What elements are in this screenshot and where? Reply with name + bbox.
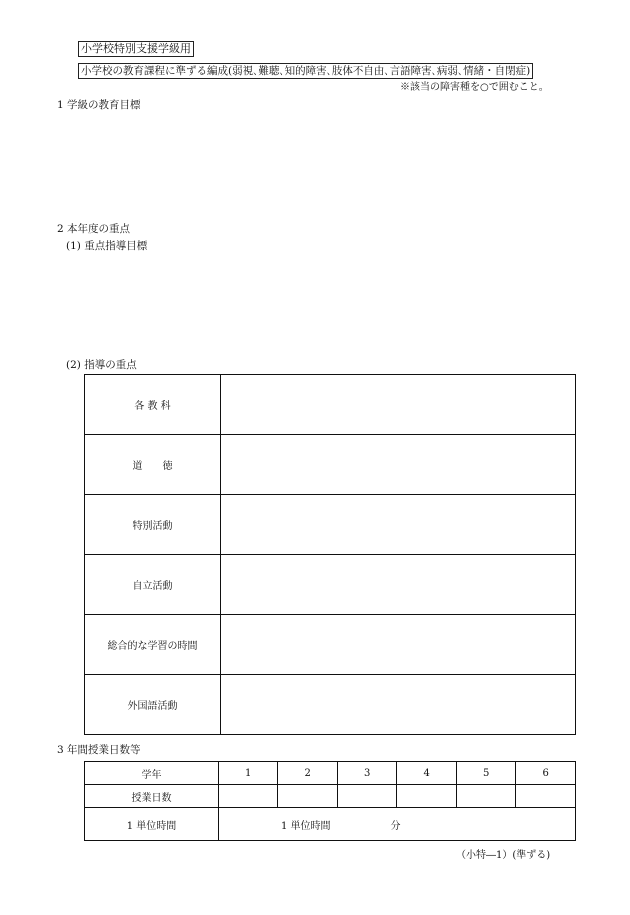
section1-heading: 1 学級の教育目標 <box>57 99 141 111</box>
table-row <box>85 615 576 675</box>
days-input-cell[interactable] <box>456 785 515 808</box>
days-input-cell[interactable] <box>278 785 337 808</box>
form-code: （小特―1）(準ずる) <box>456 850 551 861</box>
table-row <box>85 375 576 435</box>
row-label: 自立活動 <box>85 555 221 615</box>
table-row <box>85 808 576 841</box>
row-content-cell[interactable] <box>221 435 576 495</box>
grade-cell: 2 <box>278 762 337 785</box>
row-label: 外国語活動 <box>85 675 221 735</box>
table-row <box>85 762 576 785</box>
table-row <box>85 785 576 808</box>
curriculum-box: 小学校の教育課程に準ずる編成(弱視､難聴､知的障害､肢体不自由､言語障害､病弱､情緒・自閉症) <box>78 63 533 79</box>
school-days-table <box>84 761 576 841</box>
table-row <box>85 675 576 735</box>
row-content-cell[interactable] <box>221 555 576 615</box>
grade-header: 学年 <box>85 762 219 785</box>
section2-sub1-heading: (1) 重点指導目標 <box>66 240 148 252</box>
unit-time-prefix: 1 単位時間 <box>281 820 331 832</box>
unit-time-header: 1 単位時間 <box>85 808 219 841</box>
grade-cell: 3 <box>337 762 396 785</box>
unit-time-suffix: 分 <box>390 820 401 832</box>
days-input-cell[interactable] <box>516 785 576 808</box>
row-content-cell[interactable] <box>221 375 576 435</box>
table-row <box>85 495 576 555</box>
row-label: 道 徳 <box>85 435 221 495</box>
row-label: 総合的な学習の時間 <box>85 615 221 675</box>
grade-cell: 5 <box>456 762 515 785</box>
grade-cell: 6 <box>516 762 576 785</box>
row-content-cell[interactable] <box>221 675 576 735</box>
days-input-cell[interactable] <box>337 785 396 808</box>
section2-sub2-heading: (2) 指導の重点 <box>66 359 137 371</box>
row-label: 各 教 科 <box>85 375 221 435</box>
days-header: 授業日数 <box>85 785 219 808</box>
days-input-cell[interactable] <box>219 785 278 808</box>
grade-cell: 4 <box>397 762 456 785</box>
table-row <box>85 555 576 615</box>
unit-time-cell[interactable] <box>219 808 576 841</box>
grade-cell: 1 <box>219 762 278 785</box>
guidance-focus-table <box>84 374 576 735</box>
table-row <box>85 435 576 495</box>
note-text: ※該当の障害種を○で囲むこと。 <box>400 82 549 93</box>
days-input-cell[interactable] <box>397 785 456 808</box>
row-label: 特別活動 <box>85 495 221 555</box>
row-content-cell[interactable] <box>221 615 576 675</box>
section2-heading: 2 本年度の重点 <box>57 223 131 235</box>
form-type-box: 小学校特別支援学級用 <box>78 41 194 57</box>
section3-heading: 3 年間授業日数等 <box>57 744 141 756</box>
row-content-cell[interactable] <box>221 495 576 555</box>
